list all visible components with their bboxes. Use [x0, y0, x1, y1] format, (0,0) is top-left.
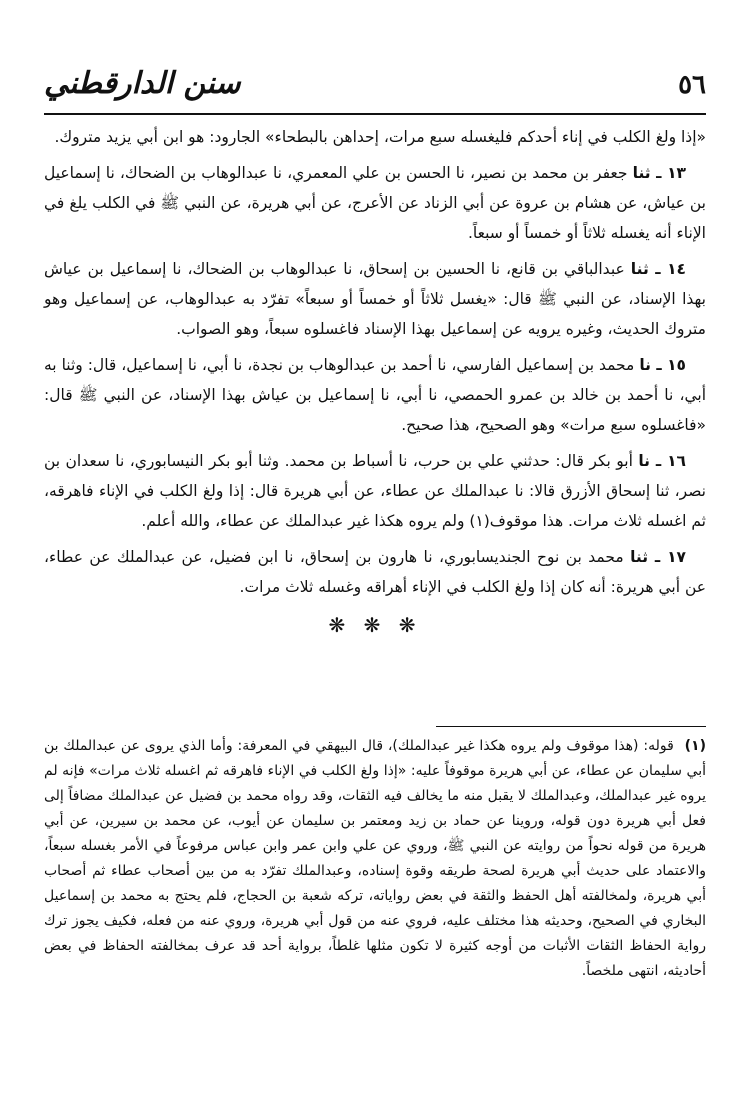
book-title: سنن الدارقطني	[44, 66, 241, 101]
section-ornament: ❋ ❋ ❋	[328, 613, 422, 637]
footnote-1	[44, 734, 706, 984]
footnote-text: قوله: (هذا موقوف ولم يروه هكذا غير عبدالملك)، قال البيهقي في المعرفة: وأما الذي يروى عن عبدالملك بن أبي سليمان عن عطاء، عن أبي هريرة موقوفاً عليه: «إذا ولغ الكلب في الإناء فاهرقه ثم اغسله ثلاث مرات» فإنه لم يروه غير عبدالملك، وعبدالملك لا يقبل منه ما يخالف فيه الثقات، وقد رواه محمد بن فضيل عن عبدالملك مضافاً إلى فعل أبي هريرة دون قوله، وروينا عن حماد بن زيد ومعتمر بن سليمان عن أيوب، عن محمد بن سيرين، عن أبي هريرة من قوله نحواً من روايته عن النبي ﷺ، وروي عن علي وابن عمر وابن عباس مرفوعاً في الأمر بغسله سبعاً، والاعتماد على حديث أبي هريرة لصحة طريقه وقوة إسناده، وعبدالملك تفرّد به من بين أصحاب عطاء ثم أصحاب أبي هريرة، ولمخالفته أهل الحفظ والثقة في بعض رواياته، تركه شعبة بن الحجاج، فلم يحتج به محمد بن إسماعيل البخاري في الصحيح، وحديثه هذا مختلف عليه، فروي عنه من قول أبي هريرة، وروي عنه من فعله، فكيف يجوز ترك رواية الحفاظ الثقات الأثبات من أوجه كثيرة لا تكون مثلها غلطاً، برواية أحد قد عرف بمخالفته الحفاظ في بعض أحاديثه، انتهى ملخصاً.	[44, 738, 706, 979]
entry-number: ١٧ ـ ثنا	[630, 548, 686, 566]
page-header	[44, 66, 706, 114]
entry-text: أبو بكر قال: حدثني علي بن حرب، نا أسباط بن محمد. وثنا أبو بكر النيسابوري، نا سعدان بن نصر، ثنا إسحاق الأزرق قالا: نا عبدالملك عن عطاء، عن أبي هريرة قال: إذا ولغ الكلب في الإناء فاهرقه، ثم اغسله ثلاث مرات. هذا موقوف(١) ولم يروه هكذا غير عبدالملك عن عطاء، والله أعلم.	[44, 452, 706, 530]
hadith-entry-15	[44, 350, 706, 440]
hadith-entry-13	[44, 158, 706, 248]
hadith-entry-17	[44, 542, 706, 602]
entry-text: محمد بن إسماعيل الفارسي، نا أحمد بن عبدالوهاب بن نجدة، نا أبي، نا إسماعيل، قال: وثنا به أبي، نا أحمد بن خالد بن عمرو الحمصي، نا أبي، نا إسماعيل بن عياش بهذا الإسناد، عن النبي ﷺ قال: «فاغسلوه سبع مرات» وهو الصحيح، هذا صحيح.	[44, 356, 706, 434]
entry-text: محمد بن نوح الجنديسابوري، نا هارون بن إسحاق، نا ابن فضيل، عن عبدالملك عن عطاء، عن أبي هريرة: أنه كان إذا ولغ الكلب في الإناء أهراقه وغسله ثلاث مرات.	[44, 548, 706, 596]
footnotes	[44, 734, 706, 984]
footnote-separator	[436, 726, 706, 727]
hadith-entry-14	[44, 254, 706, 344]
page-number: ٥٦	[678, 70, 706, 100]
continuation-paragraph: «إذا ولغ الكلب في إناء أحدكم فليغسله سبع مرات، إحداهن بالبطحاء» الجارود: هو ابن أبي يزيد متروك.	[54, 128, 706, 146]
footnote-marker: (١)	[684, 738, 706, 754]
entry-number: ١٦ ـ نا	[638, 452, 686, 470]
entry-text: عبدالباقي بن قانع، نا الحسين بن إسحاق، نا عبدالوهاب بن الضحاك، نا إسماعيل بن عياش بهذا الإسناد، عن النبي ﷺ قال: «يغسل ثلاثاً أو خمساً أو سبعاً» تفرّد به عبدالوهاب، عن إسماعيل وهو متروك الحديث، وغيره يرويه عن إسماعيل بهذا الإسناد فاغسلوه سبعاً، وهو الصواب.	[44, 260, 706, 338]
entry-text: جعفر بن محمد بن نصير، نا الحسن بن علي المعمري، نا عبدالوهاب بن الضحاك، نا إسماعيل بن عياش، عن هشام بن عروة عن أبي الزناد عن الأعرج، عن أبي هريرة، عن النبي ﷺ في الكلب يلغ في الإناء أنه يغسله ثلاثاً أو خمساً أو سبعاً.	[44, 164, 706, 242]
header-rule	[44, 113, 706, 115]
entry-number: ١٣ ـ ثنا	[632, 164, 686, 182]
hadith-entry-16	[44, 446, 706, 536]
entry-number: ١٥ ـ نا	[639, 356, 686, 374]
entry-number: ١٤ ـ ثنا	[630, 260, 686, 278]
main-text	[44, 122, 706, 640]
